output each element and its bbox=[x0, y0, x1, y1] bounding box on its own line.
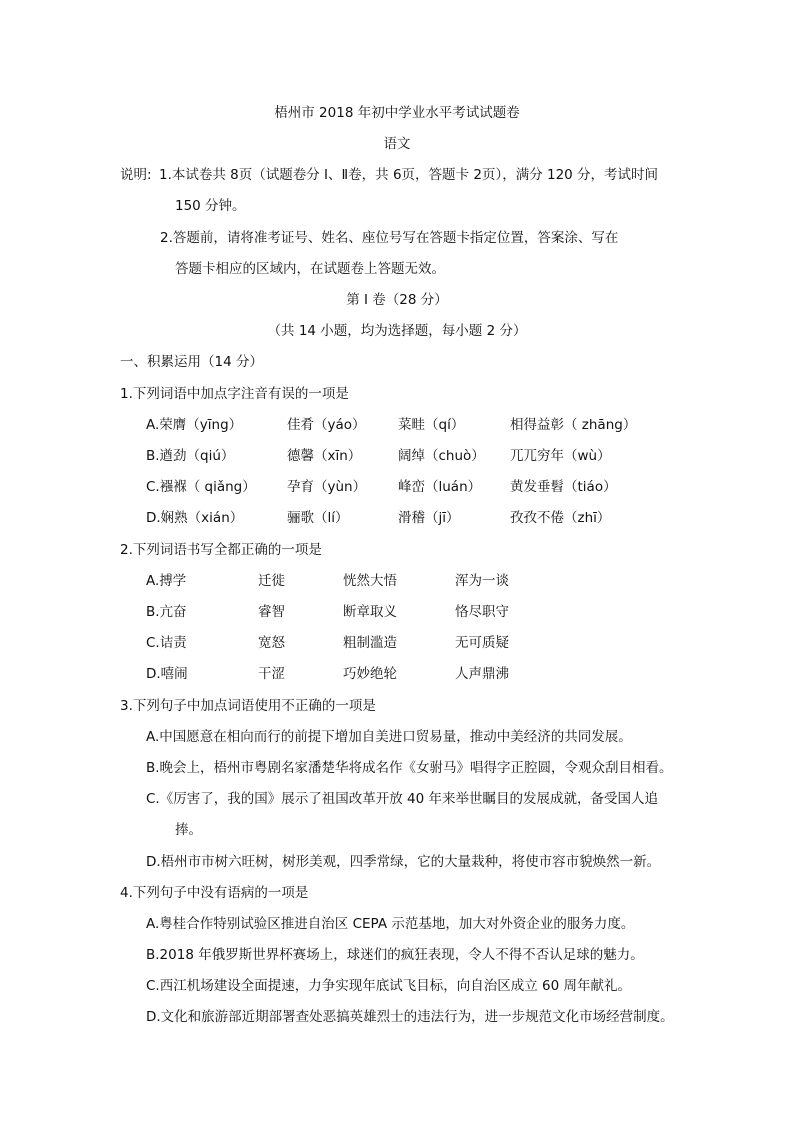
option-cell: 孜孜不倦（zhī） bbox=[510, 510, 611, 526]
option-cell: 恍然大悟 bbox=[343, 573, 397, 589]
option-cell: 宽怒 bbox=[258, 635, 285, 651]
option-cell: B.遒劲（qiú） bbox=[146, 448, 235, 464]
option-cell: 孕育（yùn） bbox=[287, 479, 367, 495]
subject-title: 语文 bbox=[383, 136, 411, 152]
option-cell: 兀兀穷年（wù） bbox=[510, 448, 611, 464]
option-cell: 阔绰（chuò） bbox=[398, 448, 485, 464]
volume-title: 第 Ⅰ 卷（28 分） bbox=[346, 292, 448, 308]
q2-stem: 2.下列词语书写全都正确的一项是 bbox=[120, 542, 322, 558]
option-cell: 德馨（xīn） bbox=[287, 448, 362, 464]
option-cell: 无可质疑 bbox=[455, 635, 509, 651]
option-cell: 巧妙绝轮 bbox=[343, 666, 397, 682]
q3-option-b: B.晚会上，梧州市粤剧名家潘楚华将成名作《女驸马》唱得字正腔圆，令观众刮目相看。 bbox=[146, 760, 673, 776]
q1-stem: 1.下列词语中加点字注音有误的一项是 bbox=[120, 386, 349, 402]
option-cell: C.襁褓（ qiǎng） bbox=[146, 479, 256, 495]
q4-option-c: C.西江机场建设全面提速，力争实现年底试飞目标，向自治区成立 60 周年献礼。 bbox=[146, 978, 631, 994]
exam-title: 梧州市 2018 年初中学业水平考试试题卷 bbox=[274, 105, 520, 121]
q3-stem: 3.下列句子中加点词语使用不正确的一项是 bbox=[120, 698, 376, 714]
option-cell: 干涩 bbox=[258, 666, 285, 682]
q4-option-b: B.2018 年俄罗斯世界杯赛场上，球迷们的疯狂表现，令人不得不否认足球的魅力。 bbox=[146, 947, 644, 963]
option-cell: B.亢奋 bbox=[146, 604, 187, 620]
option-cell: 断章取义 bbox=[343, 604, 397, 620]
option-cell: 黄发垂髫（tiáo） bbox=[510, 479, 617, 495]
option-cell: D.娴熟（xián） bbox=[146, 510, 244, 526]
q3-option-c-line-2: 捧。 bbox=[175, 822, 202, 838]
option-cell: 峰峦（luán） bbox=[398, 479, 482, 495]
option-cell: 恪尽职守 bbox=[455, 604, 509, 620]
option-cell: A.搏学 bbox=[146, 573, 187, 589]
q3-option-d: D.梧州市市树六旺树，树形美观，四季常绿，它的大量栽种，将使市容市貌焕然一新。 bbox=[146, 854, 661, 870]
option-cell: 骊歌（lí） bbox=[287, 510, 349, 526]
option-cell: A.荣膺（yīng） bbox=[146, 417, 243, 433]
notes-label: 说明: bbox=[120, 167, 152, 183]
option-cell: 相得益彰（ zhāng） bbox=[510, 417, 637, 433]
option-cell: 睿智 bbox=[258, 604, 285, 620]
q3-option-a: A.中国愿意在相向而行的前提下增加自美进口贸易量，推动中美经济的共同发展。 bbox=[146, 729, 632, 745]
option-cell: 佳肴（yáo） bbox=[287, 417, 366, 433]
volume-subtitle: （共 14 小题，均为选择题，每小题 2 分） bbox=[267, 323, 527, 339]
option-cell: 菜畦（qí） bbox=[398, 417, 465, 433]
option-cell: 浑为一谈 bbox=[455, 573, 509, 589]
note-1-line-2: 150 分钟。 bbox=[175, 198, 246, 214]
option-cell: 滑稽（jī） bbox=[398, 510, 460, 526]
note-1-line-1: 1.本试卷共 8页（试题卷分 Ⅰ、Ⅱ卷，共 6页，答题卡 2页），满分 120 分，考试时间 bbox=[159, 167, 659, 183]
q4-option-a: A.粤桂合作特别试验区推进自治区 CEPA 示范基地，加大对外资企业的服务力度。 bbox=[146, 916, 635, 932]
q4-stem: 4.下列句子中没有语病的一项是 bbox=[120, 885, 309, 901]
section-title: 一、积累运用（14 分） bbox=[120, 354, 263, 370]
q4-option-d: D.文化和旅游部近期部署查处恶搞英雄烈士的违法行为，进一步规范文化市场经营制度。 bbox=[146, 1009, 674, 1025]
note-2-line-2: 答题卡相应的区域内，在试题卷上答题无效。 bbox=[175, 261, 445, 277]
option-cell: 粗制滥造 bbox=[343, 635, 397, 651]
option-cell: C.诘责 bbox=[146, 635, 187, 651]
note-2-line-1: 2.答题前，请将准考证号、姓名、座位号写在答题卡指定位置，答案涂、写在 bbox=[160, 230, 619, 246]
option-cell: 人声鼎沸 bbox=[455, 666, 509, 682]
option-cell: 迁徙 bbox=[258, 573, 285, 589]
q3-option-c-line-1: C.《厉害了，我的国》展示了祖国改革开放 40 年来举世瞩目的发展成就，备受国人追 bbox=[146, 791, 658, 807]
option-cell: D.嘻闹 bbox=[146, 666, 188, 682]
